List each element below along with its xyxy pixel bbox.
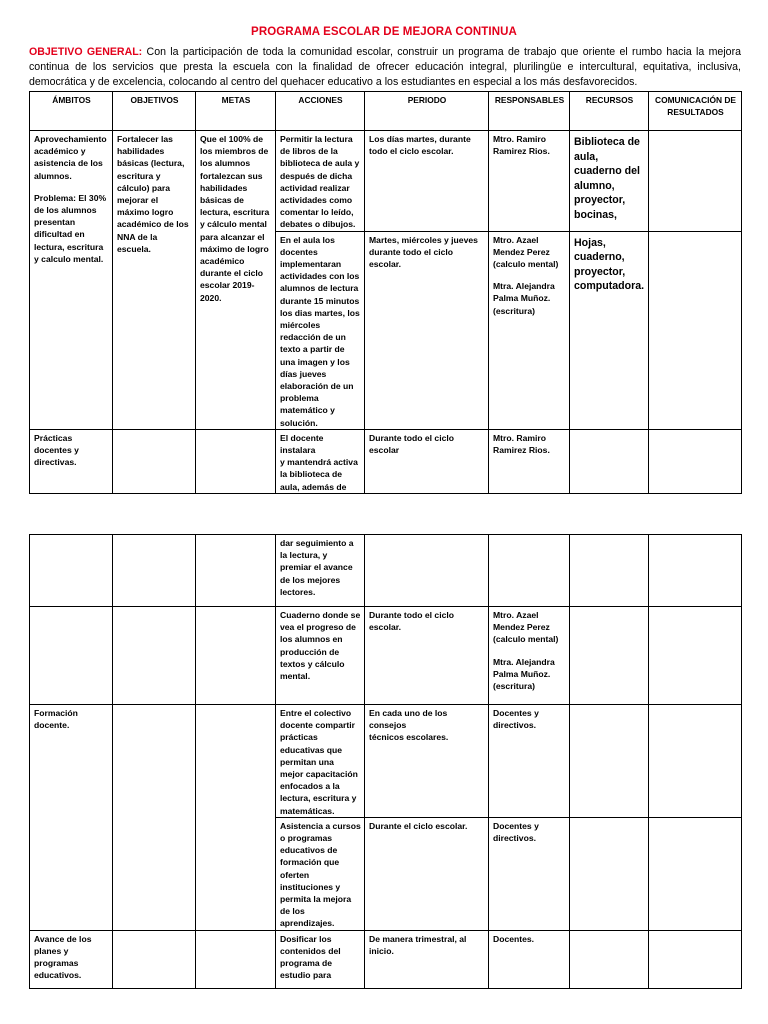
responsables-text: Mtra. Alejandra Palma Muñoz. (escritura) [493, 656, 555, 692]
table-row [30, 607, 742, 705]
periodo-cell [365, 131, 489, 232]
recursos-cell [570, 231, 649, 429]
meta-cell [196, 930, 276, 988]
periodo-cell [365, 535, 489, 607]
periodo-text: Durante todo el ciclo escolar. [369, 610, 454, 633]
table-row [30, 131, 742, 232]
header-periodo: PERIODO [365, 92, 489, 131]
accion-cell [276, 429, 365, 493]
periodo-text: En cada uno de los consejos técnicos escolares. [369, 708, 449, 743]
ambito-label: Aprovechamiento académico y asistencia de los alumnos. [34, 134, 107, 181]
ambito-label: Avance de los planes y programas educativos. [34, 933, 92, 981]
meta-cell [196, 429, 276, 493]
recursos-text: Hojas, cuaderno, proyector, computadora. [574, 236, 645, 293]
objective-text: Con la participación de toda la comunidad escolar, construir un programa de trabajo que oriente el rumbo hacia la mejora continua de los servicios que presta la escuela con la finalidad de ofrecer educación integral, plurilingüe e intercultural, equitativa, inclusiva, democrática y de excelencia, colocando al centro del quehacer educativo a los estudiantes en especial a los más desfavorecidos. [29, 46, 741, 89]
accion-cell [276, 131, 365, 232]
table-row [30, 705, 742, 818]
responsables-cell [489, 817, 570, 930]
header-acciones: ACCIONES [276, 92, 365, 131]
accion-text: Asistencia a cursos o programas educativos de formación que oferten instituciones y permita la mejora de los aprendizajes. [280, 820, 361, 929]
accion-text: El docente instalara y mantendrá activa la biblioteca de aula, además de [280, 432, 358, 492]
recursos-cell [570, 607, 649, 705]
ambito-problem: Problema: El 30% de los alumnos presentan dificultad en lectura, escritura y calculo mental. [34, 192, 107, 264]
objetivo-cell [113, 131, 196, 430]
accion-text: En el aula los docentes implementaran actividades con los alumnos de lectura durante 15 minutos los dias martes, los miércoles redacción de un texto a partir de una imagen y los días jueves elaboración de un problema matemático y solución. [280, 234, 360, 428]
ambito-cell [30, 429, 113, 493]
comunicacion-cell [649, 131, 742, 232]
recursos-cell [570, 131, 649, 232]
program-table-page2 [29, 534, 742, 989]
ambito-label: Prácticas docentes y directivas. [34, 432, 79, 468]
comunicacion-cell [649, 535, 742, 607]
program-table-page1 [29, 91, 742, 494]
periodo-text: Durante todo el ciclo escolar [369, 432, 454, 456]
ambito-cell [30, 535, 113, 607]
meta-cell [196, 535, 276, 607]
periodo-cell [365, 429, 489, 493]
responsables-text: Docentes y directivos. [493, 708, 539, 731]
meta-text: Que el 100% de los miembros de los alumnos fortalezcan sus habilidades básicas de lectura, escritura y cálculo mental para alcanzar el máximo de logro académico durante el ciclo escolar 2019- 2020. [200, 134, 270, 303]
objetivo-cell [113, 535, 196, 607]
header-objetivos: OBJETIVOS [113, 92, 196, 131]
ambito-cell [30, 705, 113, 931]
accion-cell [276, 535, 365, 607]
table-row [30, 930, 742, 988]
ambito-cell [30, 131, 113, 430]
recursos-cell [570, 817, 649, 930]
meta-cell [196, 705, 276, 931]
objective-lead: OBJETIVO GENERAL: [29, 46, 143, 58]
meta-cell [196, 607, 276, 705]
page-title: PROGRAMA ESCOLAR DE MEJORA CONTINUA [251, 26, 517, 38]
accion-text: dar seguimiento a la lectura, y premiar el avance de los mejores lectores. [280, 538, 354, 597]
responsables-cell [489, 131, 570, 232]
recursos-text: Biblioteca de aula, cuaderno del alumno, proyector, bocinas, [574, 136, 640, 221]
accion-text: Cuaderno donde se vea el progreso de los alumnos en producción de textos y cálculo mental. [280, 610, 361, 682]
responsables-cell [489, 607, 570, 705]
periodo-cell [365, 817, 489, 930]
accion-text: Dosificar los contenidos del programa de estudio para [280, 933, 341, 981]
recursos-cell [570, 930, 649, 988]
comunicacion-cell [649, 231, 742, 429]
periodo-text: Durante el ciclo escolar. [369, 820, 468, 831]
accion-cell [276, 930, 365, 988]
ambito-cell [30, 607, 113, 705]
accion-cell [276, 705, 365, 818]
header-responsables: RESPONSABLES [489, 92, 570, 131]
comunicacion-cell [649, 705, 742, 818]
accion-cell [276, 231, 365, 429]
periodo-cell [365, 607, 489, 705]
responsables-text: Mtro. Ramiro Ramirez Rios. [493, 134, 550, 157]
periodo-text: Los días martes, durante todo el ciclo escolar. [369, 134, 471, 157]
responsables-cell [489, 705, 570, 818]
periodo-cell [365, 231, 489, 429]
accion-text: Entre el colectivo docente compartir prácticas educativas que permitan una mejor capacitación enfocados a la lectura, escritura y matemáticas. [280, 708, 358, 816]
responsables-text: Mtro. Azael Mendez Perez (calculo mental) [493, 234, 559, 270]
periodo-cell [365, 705, 489, 818]
comunicacion-cell [649, 607, 742, 705]
periodo-text: De manera trimestral, al inicio. [369, 933, 467, 956]
responsables-cell [489, 231, 570, 429]
responsables-text: Mtra. Alejandra Palma Muñoz. (escritura) [493, 281, 555, 316]
header-recursos: RECURSOS [570, 92, 649, 131]
ambito-label: Formación docente. [34, 708, 78, 731]
responsables-cell [489, 535, 570, 607]
recursos-cell [570, 535, 649, 607]
accion-cell [276, 817, 365, 930]
responsables-cell [489, 429, 570, 493]
objetivo-cell [113, 705, 196, 931]
header-ambitos: ÁMBITOS [30, 92, 113, 131]
accion-cell [276, 607, 365, 705]
recursos-cell [570, 705, 649, 818]
table-row [30, 535, 742, 607]
objetivo-cell [113, 607, 196, 705]
comunicacion-cell [649, 429, 742, 493]
table-row [30, 429, 742, 493]
comunicacion-cell [649, 930, 742, 988]
header-row [30, 92, 742, 131]
periodo-cell [365, 930, 489, 988]
meta-cell [196, 131, 276, 430]
ambito-cell [30, 930, 113, 988]
objetivo-cell [113, 429, 196, 493]
responsables-text: Docentes y directivos. [493, 820, 539, 844]
responsables-text: Mtro. Azael Mendez Perez (calculo mental) [493, 610, 559, 645]
comunicacion-cell [649, 817, 742, 930]
accion-text: Permitir la lectura de libros de la biblioteca de aula y después de dicha actividad realizar actividades como comentar lo leído, debates o dibujos. [280, 134, 360, 230]
periodo-text: Martes, miércoles y jueves durante todo el ciclo escolar. [369, 234, 478, 270]
header-metas: METAS [196, 92, 276, 131]
objetivo-cell [113, 930, 196, 988]
objetivo-text: Fortalecer las habilidades básicas (lectura, escritura y cálculo) para mejorar el máximo logro académico de los NNA de la escuela. [117, 134, 189, 254]
header-comunicacion-label: COMUNICACIÓN DE RESULTADOS [655, 95, 736, 118]
responsables-cell [489, 930, 570, 988]
responsables-text: Mtro. Ramiro Ramirez Rios. [493, 432, 550, 456]
responsables-text: Docentes. [493, 933, 535, 944]
recursos-cell [570, 429, 649, 493]
header-comunicacion [649, 92, 742, 131]
general-objective [29, 45, 741, 91]
